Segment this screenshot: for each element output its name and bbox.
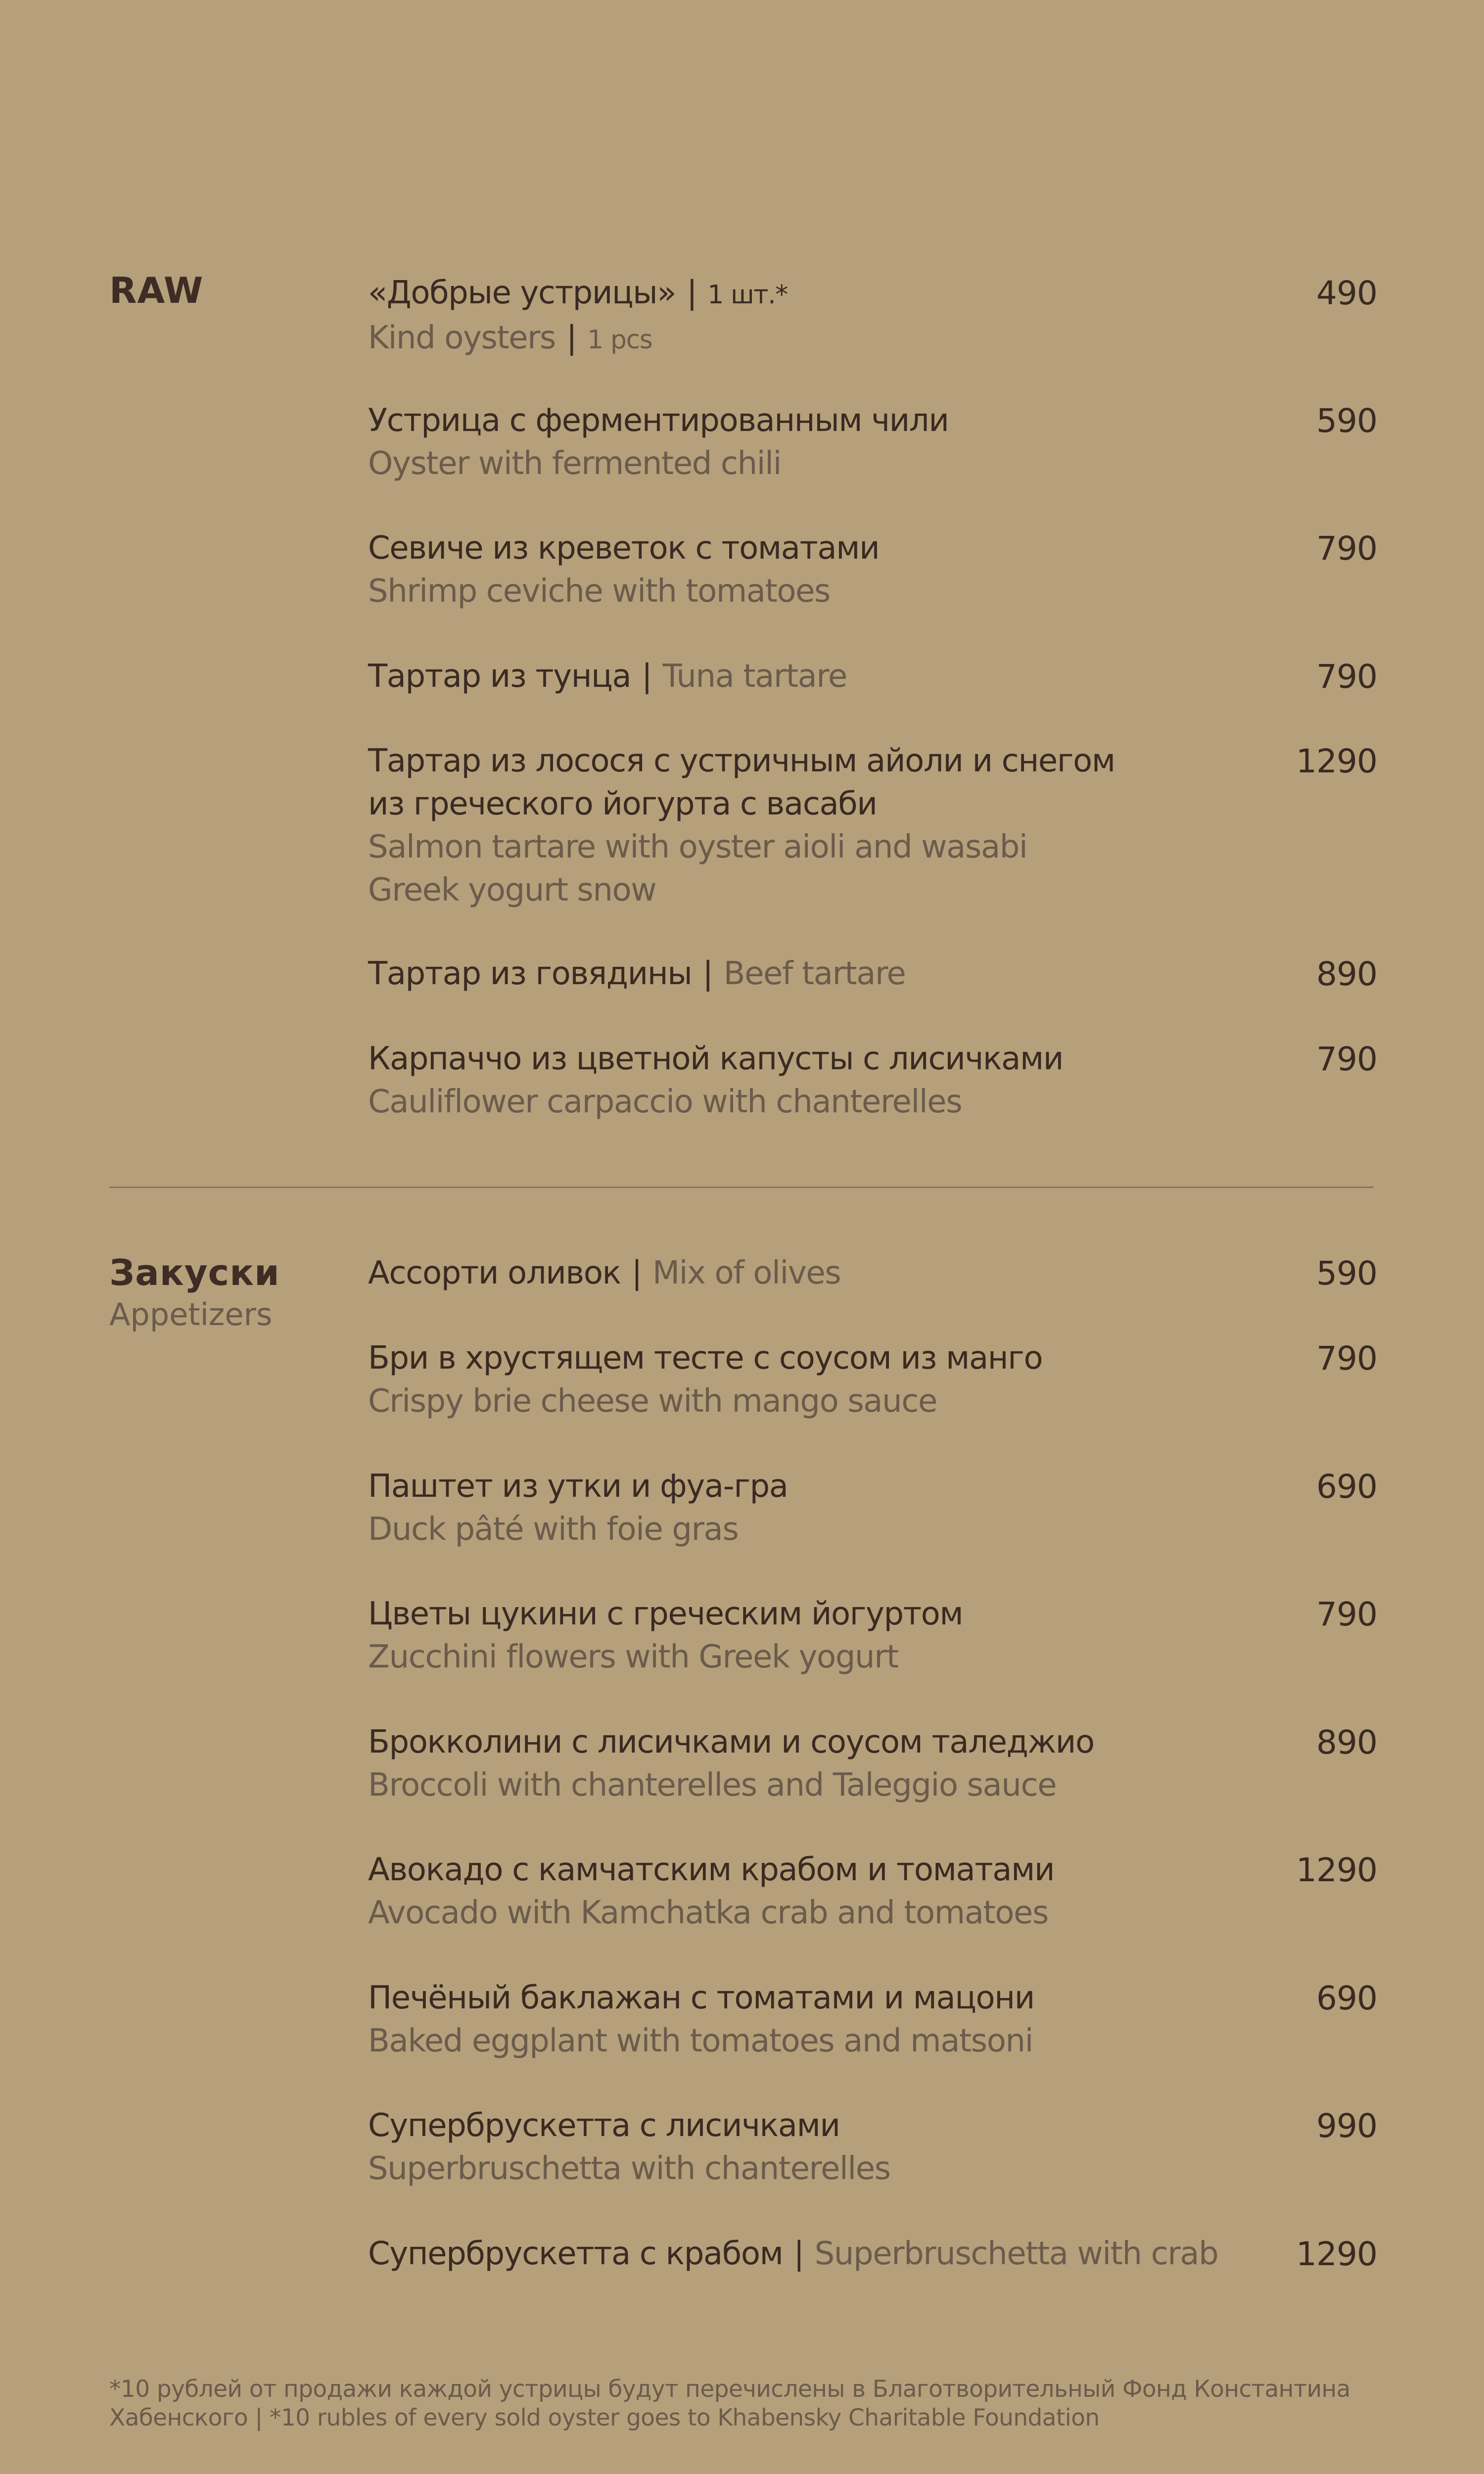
- menu-item: [368, 1977, 1377, 2063]
- separator: |: [702, 955, 713, 992]
- item-name-en: Broccoli with chanterelles and Taleggio sauce: [368, 1767, 1057, 1804]
- item-price: 690: [1316, 1468, 1377, 1506]
- menu-item: [368, 740, 1377, 912]
- item-price: 790: [1316, 658, 1377, 696]
- menu-item: [368, 1849, 1377, 1935]
- item-portion-ru: 1 шт.*: [707, 280, 788, 310]
- menu-item: [368, 2233, 1377, 2276]
- menu-item: [368, 1337, 1377, 1423]
- item-price: 490: [1316, 274, 1377, 312]
- section-divider: [109, 1187, 1374, 1188]
- item-name-en: Superbruschetta with crab: [814, 2236, 1218, 2272]
- item-name-ru: Карпаччо из цветной капусты с лисичками: [368, 1041, 1064, 1077]
- menu-item: [368, 527, 1377, 613]
- item-name-ru-line2: из греческого йогурта с васаби: [368, 786, 877, 822]
- item-name-ru: Ассорти оливок: [368, 1255, 621, 1291]
- item-name-en: Salmon tartare with oyster aioli and wasabi: [368, 829, 1027, 865]
- section-subtitle-appetizers: Appetizers: [109, 1296, 273, 1332]
- item-name-en: Oyster with fermented chili: [368, 445, 781, 482]
- item-name-en: Avocado with Kamchatka crab and tomatoes: [368, 1895, 1048, 1931]
- section-title-raw: RAW: [109, 270, 204, 311]
- footnote-line-2: Хабенского | *10 rubles of every sold oyster goes to Khabensky Charitable Foundation: [109, 2404, 1100, 2431]
- item-price: 790: [1316, 1595, 1377, 1633]
- item-name-ru: Брокколини с лисичками и соусом таледжио: [368, 1724, 1094, 1760]
- separator: |: [793, 2236, 804, 2272]
- separator: |: [566, 320, 577, 356]
- item-name-en: Crispy brie cheese with mango sauce: [368, 1383, 937, 1420]
- menu-item: [368, 399, 1377, 485]
- item-name-ru: Супербрускетта с лисичками: [368, 2107, 840, 2144]
- item-name-ru: Севиче из креветок с томатами: [368, 530, 880, 567]
- item-price: 790: [1316, 1040, 1377, 1078]
- item-name-ru: Печёный баклажан с томатами и мацони: [368, 1980, 1034, 2016]
- item-price: 790: [1316, 1339, 1377, 1378]
- item-portion-en: 1 pcs: [587, 325, 652, 355]
- item-name-ru: Паштет из утки и фуа-гра: [368, 1468, 788, 1505]
- menu-item: [368, 952, 1377, 996]
- menu-item: [368, 655, 1377, 698]
- item-name-ru: «Добрые устрицы»: [368, 275, 676, 311]
- item-name-en: Kind oysters: [368, 320, 556, 356]
- footnote: [109, 2375, 1395, 2432]
- footnote-line-1: *10 рублей от продажи каждой устрицы будут перечислены в Благотворительный Фонд Константина: [109, 2376, 1350, 2403]
- item-price: 1290: [1296, 1851, 1377, 1889]
- item-name-ru: Супербрускетта с крабом: [368, 2236, 783, 2272]
- item-price: 1290: [1296, 2235, 1377, 2273]
- item-price: 890: [1316, 955, 1377, 993]
- item-price: 790: [1316, 529, 1377, 568]
- item-price: 990: [1316, 2107, 1377, 2145]
- item-name-en-line2: Greek yogurt snow: [368, 872, 656, 908]
- item-name-en: Shrimp ceviche with tomatoes: [368, 573, 830, 610]
- item-price: 1290: [1296, 742, 1377, 780]
- item-name-ru: Тартар из говядины: [368, 955, 692, 992]
- separator: |: [642, 658, 652, 695]
- menu-item: [368, 1038, 1377, 1124]
- item-price: 890: [1316, 1723, 1377, 1761]
- menu-item: [368, 1252, 1377, 1295]
- item-name-en: Baked eggplant with tomatoes and matsoni: [368, 2023, 1033, 2059]
- item-price: 590: [1316, 402, 1377, 440]
- item-name-en: Cauliflower carpaccio with chanterelles: [368, 1084, 962, 1120]
- item-name-ru: Цветы цукини с греческим йогуртом: [368, 1596, 963, 1632]
- item-name-en: Tuna tartare: [662, 658, 847, 695]
- item-price: 590: [1316, 1254, 1377, 1292]
- section-title-appetizers: Закуски: [109, 1252, 280, 1293]
- item-name-ru: Бри в хрустящем тесте с соусом из манго: [368, 1340, 1043, 1377]
- item-price: 690: [1316, 1979, 1377, 2017]
- item-name-en: Mix of olives: [652, 1255, 841, 1291]
- item-name-en: Zucchini flowers with Greek yogurt: [368, 1639, 898, 1675]
- menu-item: [368, 2104, 1377, 2190]
- menu-item: [368, 272, 1377, 362]
- menu-item: [368, 1721, 1377, 1807]
- separator: |: [631, 1255, 642, 1291]
- item-name-ru: Тартар из лосося с устричным айоли и снегом: [368, 743, 1115, 779]
- item-name-en: Superbruschetta with chanterelles: [368, 2150, 890, 2187]
- item-name-ru: Устрица с ферментированным чили: [368, 402, 949, 439]
- separator: |: [687, 275, 697, 311]
- menu-item: [368, 1465, 1377, 1551]
- item-name-en: Duck pâté with foie gras: [368, 1511, 739, 1548]
- item-name-en: Beef tartare: [723, 955, 906, 992]
- item-name-ru: Авокадо с камчатским крабом и томатами: [368, 1852, 1055, 1888]
- item-name-ru: Тартар из тунца: [368, 658, 631, 695]
- menu-item: [368, 1593, 1377, 1679]
